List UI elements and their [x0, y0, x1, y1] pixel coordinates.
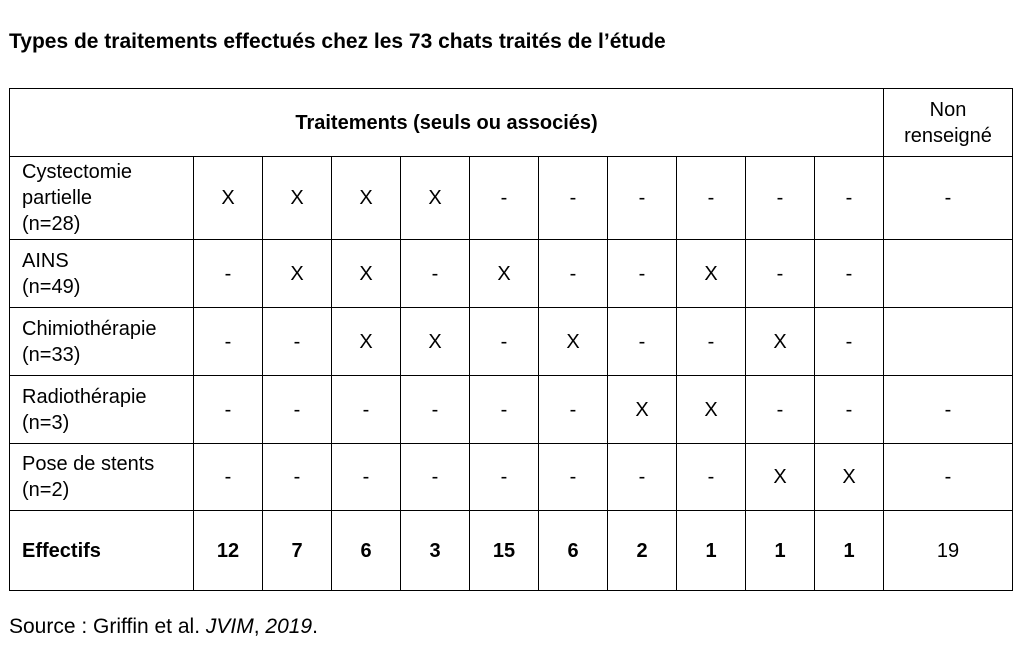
totals-label: Effectifs: [10, 511, 194, 591]
row-label-line: Radiothérapie: [22, 385, 147, 408]
cell: X: [815, 444, 884, 511]
total-cell: 12: [194, 511, 263, 591]
cell: -: [194, 444, 263, 511]
row-label: [10, 157, 194, 240]
row-label: [10, 240, 194, 308]
cell: X: [746, 308, 815, 376]
cell: -: [332, 444, 401, 511]
row-label-line: (n=33): [22, 343, 81, 366]
cell: -: [815, 240, 884, 308]
total-cell: 1: [677, 511, 746, 591]
header-not-reported-line1: Non: [929, 98, 967, 121]
cell: X: [677, 240, 746, 308]
cell: -: [677, 444, 746, 511]
total-cell: 6: [539, 511, 608, 591]
cell: X: [332, 157, 401, 240]
cell: -: [194, 376, 263, 444]
total-cell: 1: [746, 511, 815, 591]
row-label-line: (n=49): [22, 275, 81, 298]
row-label-line: Cystectomie: [22, 161, 133, 183]
cell-not-reported: [884, 308, 1013, 376]
cell-not-reported: -: [884, 444, 1013, 511]
cell: -: [263, 308, 332, 376]
cell: -: [332, 376, 401, 444]
cell: -: [608, 444, 677, 511]
total-not-reported: 19: [884, 511, 1013, 591]
source-separator: ,: [253, 615, 266, 638]
cell: X: [608, 376, 677, 444]
total-cell: 3: [401, 511, 470, 591]
header-treatments: Traitements (seuls ou associés): [10, 89, 884, 157]
total-cell: 15: [470, 511, 539, 591]
cell: X: [539, 308, 608, 376]
table-row: [10, 376, 1013, 444]
row-label: [10, 308, 194, 376]
cell: -: [470, 444, 539, 511]
treatment-table: [9, 88, 1013, 591]
cell: -: [263, 376, 332, 444]
cell: -: [746, 240, 815, 308]
table-title: Types de traitements effectués chez les 73 chats traités de l’étude: [9, 30, 666, 53]
cell: -: [608, 157, 677, 240]
cell: -: [746, 157, 815, 240]
row-label-line: (n=3): [22, 411, 70, 434]
cell: -: [470, 157, 539, 240]
header-not-reported: [884, 89, 1013, 157]
cell: -: [263, 444, 332, 511]
row-label: [10, 444, 194, 511]
cell: -: [608, 240, 677, 308]
cell: X: [194, 157, 263, 240]
totals-row: [10, 511, 1013, 591]
cell: -: [746, 376, 815, 444]
row-label-line: Pose de stents: [22, 453, 155, 475]
cell: -: [539, 240, 608, 308]
source-journal: JVIM: [205, 615, 254, 638]
source-citation: [9, 615, 318, 639]
cell: -: [815, 376, 884, 444]
cell: -: [539, 376, 608, 444]
row-label-line: partielle: [22, 187, 93, 209]
cell: -: [470, 376, 539, 444]
cell: X: [332, 240, 401, 308]
cell: -: [815, 157, 884, 240]
cell: X: [746, 444, 815, 511]
cell-not-reported: -: [884, 157, 1013, 240]
table-row: [10, 157, 1013, 240]
source-suffix: .: [312, 615, 318, 638]
row-label-line: (n=28): [22, 213, 81, 235]
cell: -: [677, 157, 746, 240]
cell: X: [401, 157, 470, 240]
total-cell: 2: [608, 511, 677, 591]
cell-not-reported: [884, 240, 1013, 308]
header-not-reported-line2: renseigné: [904, 124, 992, 147]
cell: -: [401, 376, 470, 444]
row-label-line: (n=2): [22, 479, 70, 501]
total-cell: 6: [332, 511, 401, 591]
table-row: [10, 444, 1013, 511]
total-cell: 7: [263, 511, 332, 591]
row-label-line: AINS: [22, 249, 69, 272]
cell: X: [401, 308, 470, 376]
source-year: 2019: [265, 615, 313, 638]
cell: -: [194, 308, 263, 376]
cell: X: [263, 157, 332, 240]
cell: -: [194, 240, 263, 308]
cell: X: [677, 376, 746, 444]
cell: -: [539, 444, 608, 511]
cell: X: [263, 240, 332, 308]
table-row: [10, 308, 1013, 376]
total-cell: 1: [815, 511, 884, 591]
row-label-line: Chimiothérapie: [22, 317, 157, 340]
cell: X: [470, 240, 539, 308]
cell: -: [401, 444, 470, 511]
cell: -: [539, 157, 608, 240]
cell-not-reported: -: [884, 376, 1013, 444]
header-row: [10, 89, 1013, 157]
row-label: [10, 376, 194, 444]
cell: X: [332, 308, 401, 376]
table-row: [10, 240, 1013, 308]
source-prefix: Source : Griffin et al.: [9, 615, 206, 638]
cell: -: [401, 240, 470, 308]
cell: -: [470, 308, 539, 376]
cell: -: [677, 308, 746, 376]
cell: -: [608, 308, 677, 376]
cell: -: [815, 308, 884, 376]
